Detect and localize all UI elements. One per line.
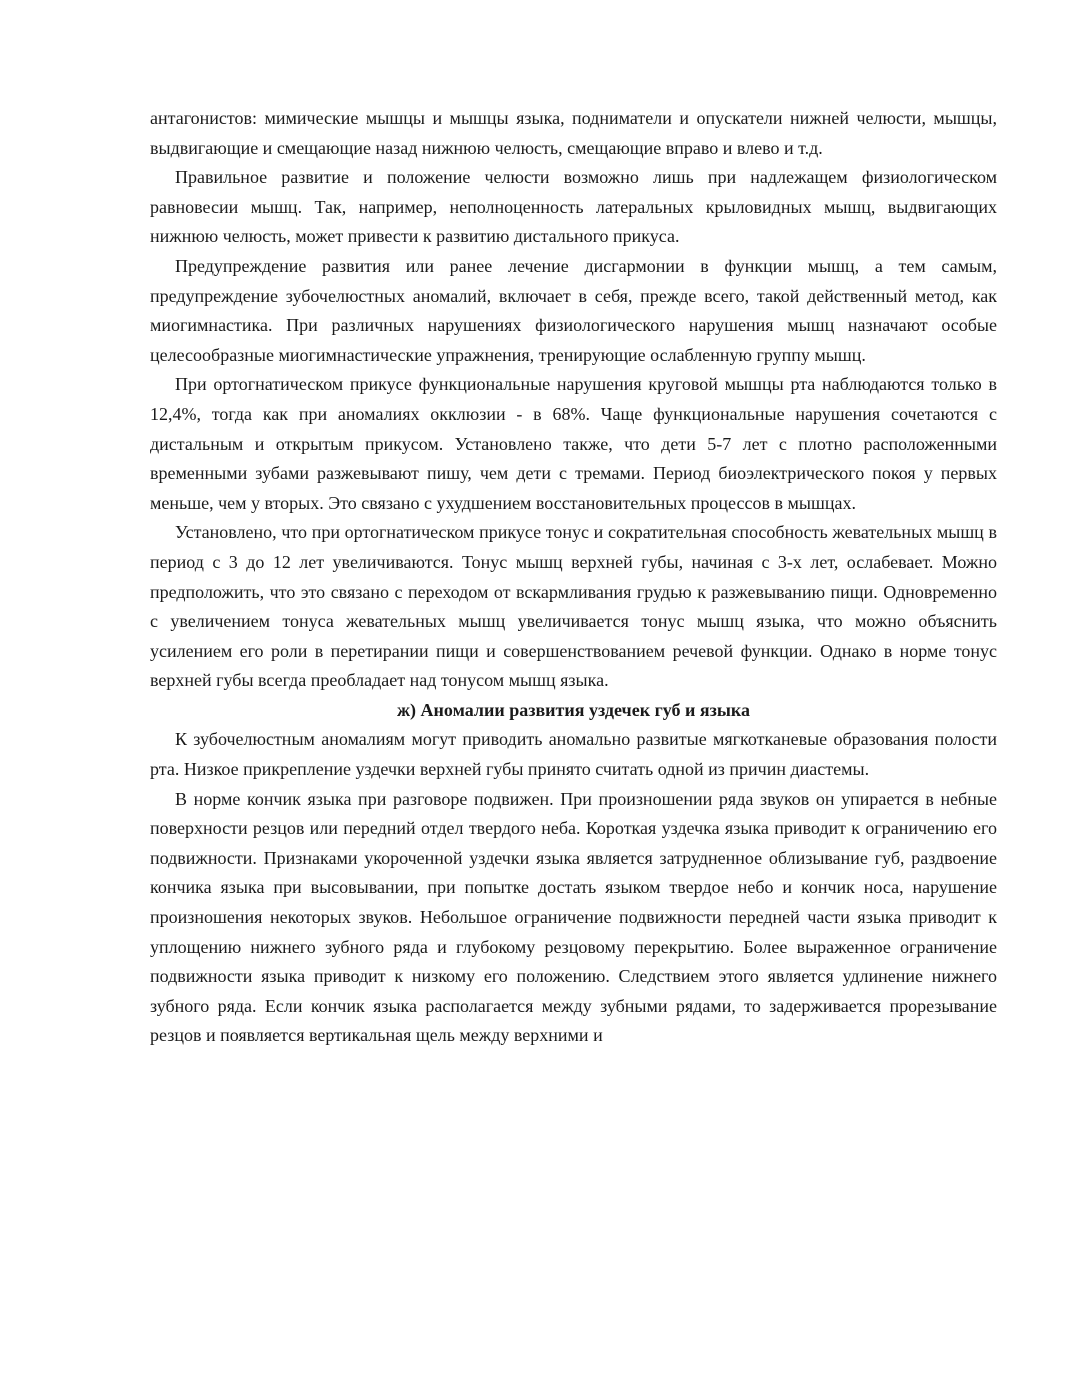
paragraph-jaw-development: Правильное развитие и положение челюсти возможно лишь при надлежащем физиологическом равновесии мышц. Так, например, неполноценность латеральных крыловидных мышц, выдвигающих нижнюю челюсть, может привести к развитию дистального прикуса. [150, 167, 997, 247]
paragraph-continuation: антагонистов: мимические мышцы и мышцы языка, подниматели и опускатели нижней челюсти, мышцы, выдвигающие и смещающие назад нижнюю челюсть, смещающие вправо и влево и т.д. [150, 108, 997, 158]
paragraph-muscle-tone: Установлено, что при ортогнатическом прикусе тонус и сократительная способность жевательных мышц в период с 3 до 12 лет увеличиваются. Тонус мышц верхней губы, начиная с 3-х лет, ослабевает. Можно предположить, что это связано с переходом от вскармливания грудью к разжевыванию пищи. Одновременно с увеличением тонуса жевательных мышц увеличивается тонус мышц языка, что можно объяснить усилением его роли в перетирании пищи и совершенствованием речевой функции. Однако в норме тонус верхней губы всегда преобладает над тонусом мышц языка. [150, 522, 997, 691]
paragraph-myogymnastics: Предупреждение развития или ранее лечение дисгармонии в функции мышц, а тем самым, предупреждение зубочелюстных аномалий, включает в себя, прежде всего, такой действенный метод, как миогимнастика. При различных нарушениях физиологического нарушения мышц назначают особые целесообразные миогимнастические упражнения, тренирующие ослабленную группу мышц. [150, 255, 997, 365]
paragraph-tongue-frenulum: В норме кончик языка при разговоре подвижен. При произношении ряда звуков он упирается в небные поверхности резцов или передний отдел твердого неба. Короткая уздечка языка приводит к ограничению его подвижности. Признаками укороченной уздечки языка является затрудненное облизывание губ, раздвоение кончика языка при высовывании, при попытке достать языком твердое небо и кончик носа, нарушение произношения некоторых звуков. Небольшое ограничение подвижности передней части языка приводит к уплощению нижнего зубного ряда и глубокому резцовому перекрытию. Более выраженное ограничение подвижности языка приводит к низкому его положению. Следствием этого является удлинение нижнего зубного ряда. Если кончик языка располагается между зубными рядами, то задерживается прорезывание резцов и появляется вертикальная щель между верхними и [150, 788, 997, 1046]
paragraph-orthognathic-disorders: При ортогнатическом прикусе функциональные нарушения круговой мышцы рта наблюдаются только в 12,4%, тогда как при аномалиях окклюзии - в 68%. Чаще функциональные нарушения сочетаются с дистальным и открытым прикусом. Установлено также, что дети 5-7 лет с плотно расположенными временными зубами разжевывают пишу, чем дети с тремами. Период биоэлектрического покоя у первых меньше, чем у вторых. Это связано с ухудшением восстановительных процессов в мышцах. [150, 374, 997, 513]
document-page [150, 104, 997, 1051]
paragraph-soft-tissue-anomalies: К зубочелюстным аномалиям могут приводить аномально развитые мягкотканевые образования полости рта. Низкое прикрепление уздечки верхней губы принято считать одной из причин диастемы. [150, 729, 997, 780]
section-heading: ж) Аномалии развития уздечек губ и языка [397, 699, 750, 720]
